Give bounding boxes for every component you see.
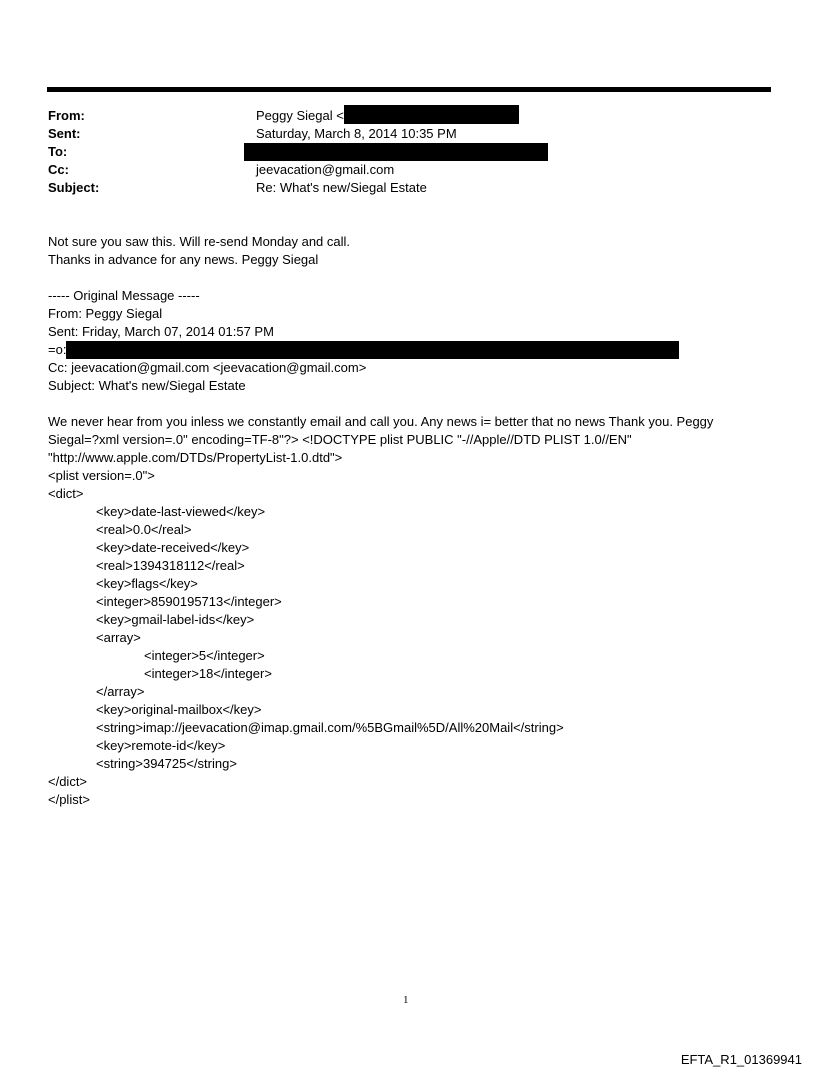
plist-line: </dict> [48,774,88,789]
original-sent: Sent: Friday, March 07, 2014 01:57 PM [48,324,274,339]
plist-line: <key>gmail-label-ids</key> [96,612,255,627]
subject-value: Re: What's new/Siegal Estate [256,180,427,195]
plist-line: <integer>8590195713</integer> [96,594,282,609]
original-cc: Cc: jeevacation@gmail.com <jeevacation@gmail.com> [48,360,367,375]
redaction-from-email [344,105,519,124]
plist-line: <key>remote-id</key> [96,738,226,753]
plist-line: <string>imap://jeevacation@imap.gmail.com/%5BGmail%5D/All%20Mail</string> [96,720,564,735]
to-label: To: [48,144,68,159]
original-para-line-1: We never hear from you inless we constantly email and call you. Any news i= better that no news Thank you. Peggy [48,414,714,429]
cc-value: jeevacation@gmail.com [256,162,395,177]
plist-line: <key>date-received</key> [96,540,250,555]
plist-line: <real>1394318112</real> [96,558,245,573]
redaction-original-to [66,341,679,359]
body-line-2: Thanks in advance for any news. Peggy Siegal [48,252,319,267]
plist-line: <integer>5</integer> [144,648,265,663]
sent-value: Saturday, March 8, 2014 10:35 PM [256,126,457,141]
plist-line: <integer>18</integer> [144,666,272,681]
original-to-prefix: =o: [48,342,67,357]
original-subject: Subject: What's new/Siegal Estate [48,378,246,393]
to-value [244,143,548,161]
page-number: 1 [403,994,409,1006]
plist-line: <plist version=.0"> [48,468,155,483]
original-from: From: Peggy Siegal [48,306,163,321]
plist-line: <string>394725</string> [96,756,237,771]
plist-line: </array> [96,684,145,699]
plist-line: <key>original-mailbox</key> [96,702,262,717]
original-para-line-3: "http://www.apple.com/DTDs/PropertyList-1.0.dtd"> [48,450,343,465]
plist-line: </plist> [48,792,90,807]
plist-line: <real>0.0</real> [96,522,192,537]
plist-line: <key>date-last-viewed</key> [96,504,266,519]
original-to-row [48,341,679,359]
original-divider: ----- Original Message ----- [48,288,200,303]
from-value [256,107,519,125]
plist-line: <key>flags</key> [96,576,198,591]
top-rule [47,87,771,92]
body-line-1: Not sure you saw this. Will re-send Monday and call. [48,234,351,249]
subject-label: Subject: [48,180,100,195]
redaction-to [244,143,548,161]
plist-line: <dict> [48,486,84,501]
sent-label: Sent: [48,126,81,141]
from-label: From: [48,108,85,123]
document-id: EFTA_R1_01369941 [680,1052,802,1067]
from-sender: Peggy Siegal < [256,108,344,123]
cc-label: Cc: [48,162,69,177]
plist-line: <array> [96,630,141,645]
original-para-line-2: Siegal=?xml version=.0" encoding=TF-8"?> <!DOCTYPE plist PUBLIC "-//Apple//DTD PLIST 1.0//EN" [48,432,632,447]
